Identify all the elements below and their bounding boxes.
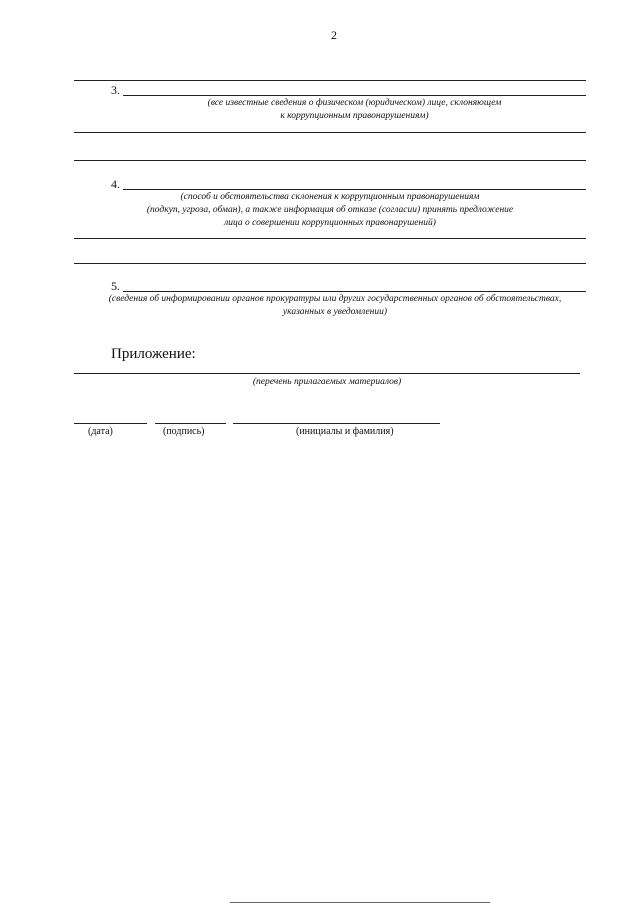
- section-5-number: 5.: [111, 279, 120, 293]
- attachment-heading: Приложение:: [111, 346, 196, 362]
- section-4-field-line[interactable]: [123, 189, 586, 190]
- section-3-caption-line-2: к коррупционным правонарушениям): [280, 111, 429, 121]
- section-3-number: 3.: [111, 83, 120, 97]
- section-5-caption-line-1: (сведения об информировании органов прокуратуры или других государственных органов об обстоятельствах,: [108, 294, 562, 304]
- name-field-line[interactable]: [233, 423, 440, 424]
- field-line-top: [74, 80, 586, 81]
- signature-label: (подпись): [163, 426, 205, 437]
- section-4-caption-line-2: (подкуп, угроза, обман), а также информация об отказе (согласии) принять предложение: [146, 205, 514, 215]
- date-field-line[interactable]: [74, 423, 147, 424]
- section-4-number: 4.: [111, 177, 120, 191]
- section-3-field-line[interactable]: [123, 95, 586, 96]
- section-5-field-line[interactable]: [123, 291, 586, 292]
- section-3-field-line-2[interactable]: [74, 132, 586, 133]
- attachment-caption: (перечень прилагаемых материалов): [252, 377, 402, 387]
- page-number: 2: [331, 28, 337, 42]
- name-label: (инициалы и фамилия): [296, 426, 394, 437]
- scan-edge-line: [230, 902, 490, 903]
- date-label: (дата): [88, 426, 113, 437]
- section-4-caption-line-1: (способ и обстоятельства склонения к коррупционным правонарушениям: [180, 192, 480, 202]
- section-5-caption-line-2: указанных в уведомлении): [282, 307, 388, 317]
- section-4-field-line-2[interactable]: [74, 238, 586, 239]
- section-3-field-line-3[interactable]: [74, 160, 586, 161]
- section-3-caption-line-1: (все известные сведения о физическом (юридическом) лице, склоняющем: [207, 98, 502, 108]
- signature-field-line[interactable]: [155, 423, 226, 424]
- section-4-caption-line-3: лица о совершении коррупционных правонарушений): [224, 218, 436, 228]
- attachment-field-line[interactable]: [74, 373, 580, 374]
- section-4-field-line-3[interactable]: [74, 263, 586, 264]
